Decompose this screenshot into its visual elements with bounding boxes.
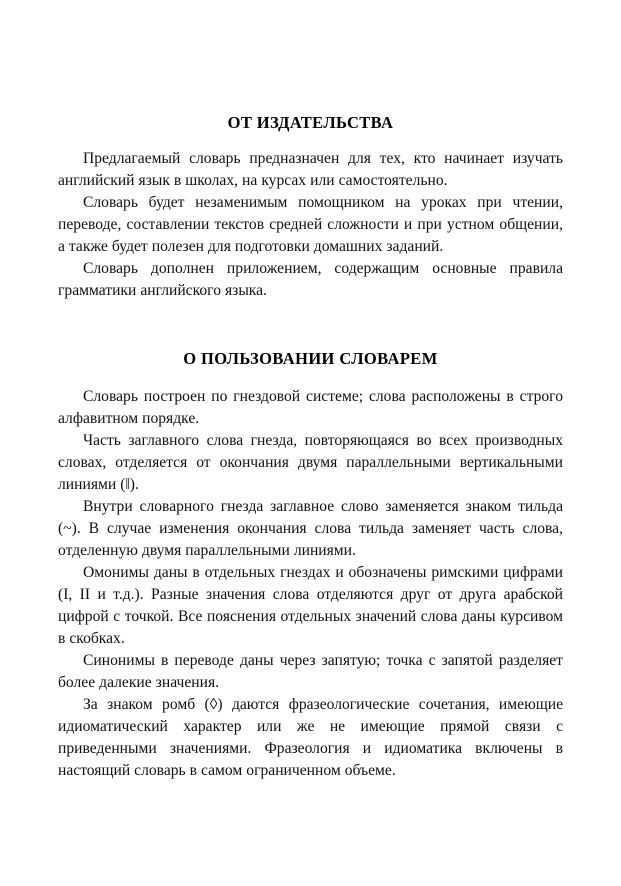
paragraph: Словарь будет незаменимым помощником на уроках при чтении, переводе, составлении текстов средней сложности и при устном общении, а также будет полезен для подготовки домашних заданий. <box>58 194 563 255</box>
section-heading-dictionary-usage: О ПОЛЬЗОВАНИИ СЛОВАРЕМ <box>183 349 438 368</box>
paragraph: Омонимы даны в отдельных гнездах и обозначены римскими цифрами (I, II и т.д.). Разные значения слова отделяются друг от друга арабской цифрой с точкой. Все пояснения отдельных значений слова даны курсивом в скобках. <box>58 564 563 647</box>
paragraph: Внутри словарного гнезда заглавное слово заменяется знаком тильда (~). В случае изменения окончания слова тильда заменяет часть слова, отделенную двумя параллельными линиями. <box>58 498 563 559</box>
section-ot-izdatelstva <box>58 112 563 302</box>
paragraph: Словарь построен по гнездовой системе; слова расположены в строго алфавитном порядке. <box>58 388 563 427</box>
paragraph: Синонимы в переводе даны через запятую; точка с запятой разделяет более далекие значения. <box>58 652 563 691</box>
section-heading-publisher: ОТ ИЗДАТЕЛЬСТВА <box>227 113 394 132</box>
paragraph: Словарь дополнен приложением, содержащим основные правила грамматики английского языка. <box>58 260 563 299</box>
paragraph: Часть заглавного слова гнезда, повторяющаяся во всех производных словах, отделяется от окончания двумя параллельными вертикальными линиями (‖). <box>58 432 563 493</box>
section-o-polzovanii-slovarem <box>58 348 563 782</box>
text-column <box>58 112 563 782</box>
paragraph: За знаком ромб (◊) даются фразеологические сочетания, имеющие идиоматический характер или же не имеющие прямой связи с приведенными значениями. Фразеология и идиоматика включены в настоящий словарь в самом ограниченном объеме. <box>58 696 563 779</box>
paragraph: Предлагаемый словарь предназначен для тех, кто начинает изучать английский язык в школах, на курсах или самостоятельно. <box>58 150 563 189</box>
